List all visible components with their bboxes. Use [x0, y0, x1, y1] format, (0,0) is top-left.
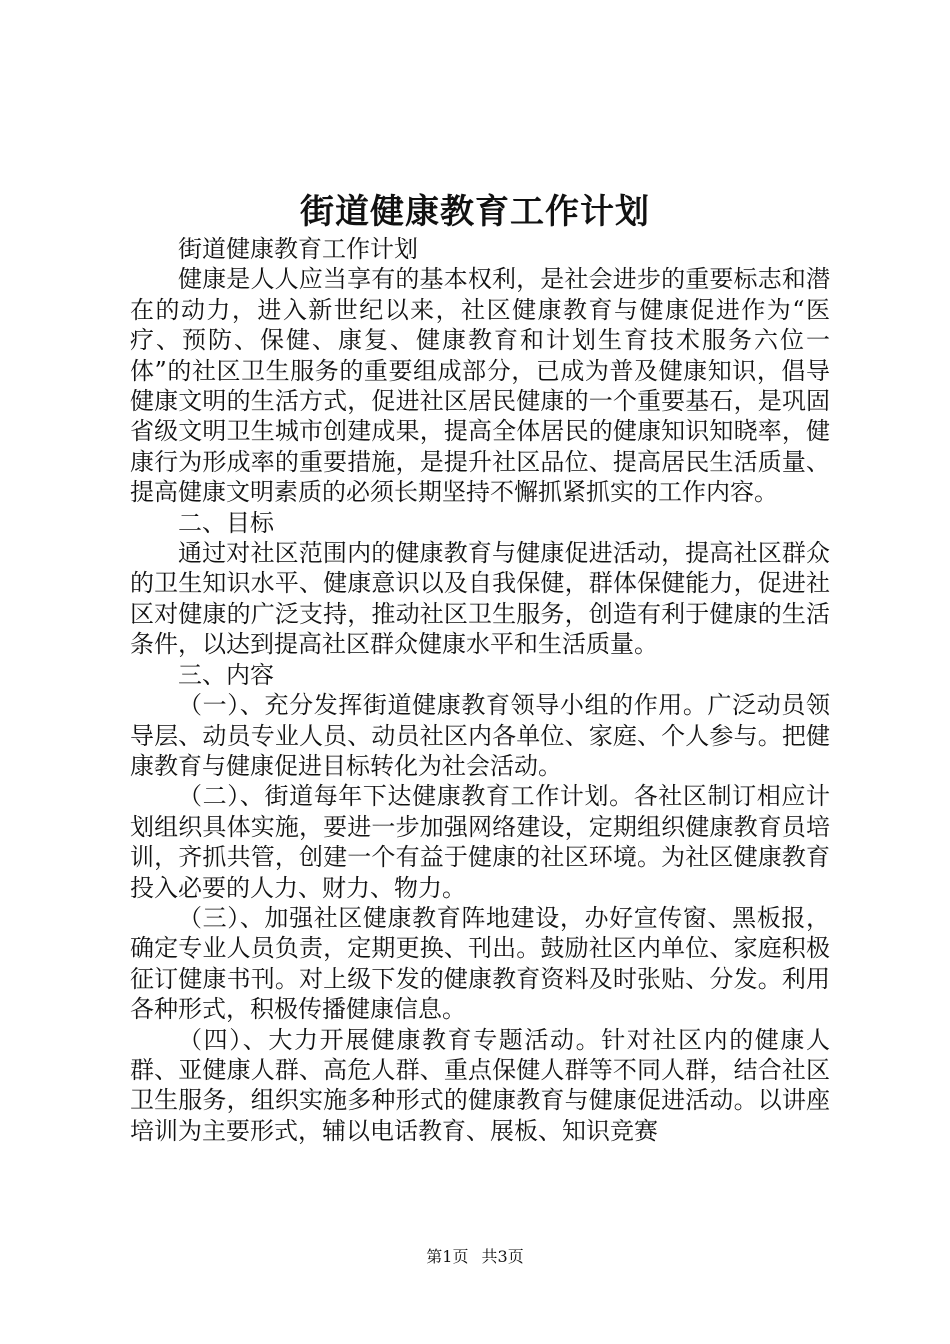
document-body: [130, 234, 830, 1146]
paragraph-item-1: （一）、充分发挥街道健康教育领导小组的作用。广泛动员领导层、动员专业人员、动员社区内各单位、家庭、个人参与。把健康教育与健康促进目标转化为社会活动。: [130, 691, 830, 780]
section-heading-goals: 二、目标: [178, 508, 274, 537]
paragraph-item-2: （二）、街道每年下达健康教育工作计划。各社区制订相应计划组织具体实施，要进一步加强网络建设，定期组织健康教育员培训，齐抓共管，创建一个有益于健康的社区环境。为社区健康教育投入必要的人力、财力、物力。: [130, 782, 830, 902]
page-total: 共3页: [481, 1247, 524, 1266]
section-heading-content: 三、内容: [178, 660, 274, 689]
document-title: 街道健康教育工作计划: [300, 192, 650, 232]
paragraph-goals: 通过对社区范围内的健康教育与健康促进活动，提高社区群众的卫生知识水平、健康意识以及自我保健，群体保健能力，促进社区对健康的广泛支持，推动社区卫生服务，创造有利于健康的生活条件，以达到提高社区群众健康水平和生活质量。: [130, 539, 830, 659]
page-number: 第1页: [426, 1247, 469, 1266]
page-footer: [0, 1244, 950, 1267]
paragraph-intro: 健康是人人应当享有的基本权利，是社会进步的重要标志和潜在的动力，进入新世纪以来，社区健康教育与健康促进作为“医疗、预防、保健、康复、健康教育和计划生育技术服务六位一体”的社区卫生服务的重要组成部分，已成为普及健康知识，倡导健康文明的生活方式，促进社区居民健康的一个重要基石，是巩固省级文明卫生城市创建成果，提高全体居民的健康知识知晓率，健康行为形成率的重要措施，是提升社区品位、提高居民生活质量、提高健康文明素质的必须长期坚持不懈抓紧抓实的工作内容。: [130, 265, 830, 507]
paragraph-item-3: （三）、加强社区健康教育阵地建设，办好宣传窗、黑板报，确定专业人员负责，定期更换、刊出。鼓励社区内单位、家庭积极征订健康书刊。对上级下发的健康教育资料及时张贴、分发。利用各种形式，积极传播健康信息。: [130, 903, 830, 1024]
paragraph-item-4: （四）、大力开展健康教育专题活动。针对社区内的健康人群、亚健康人群、高危人群、重点保健人群等不同人群，结合社区卫生服务，组织实施多种形式的健康教育与健康促进活动。以讲座培训为主要形式，辅以电话教育、展板、知识竞赛: [130, 1025, 830, 1145]
paragraph-subtitle: 街道健康教育工作计划: [178, 235, 418, 263]
